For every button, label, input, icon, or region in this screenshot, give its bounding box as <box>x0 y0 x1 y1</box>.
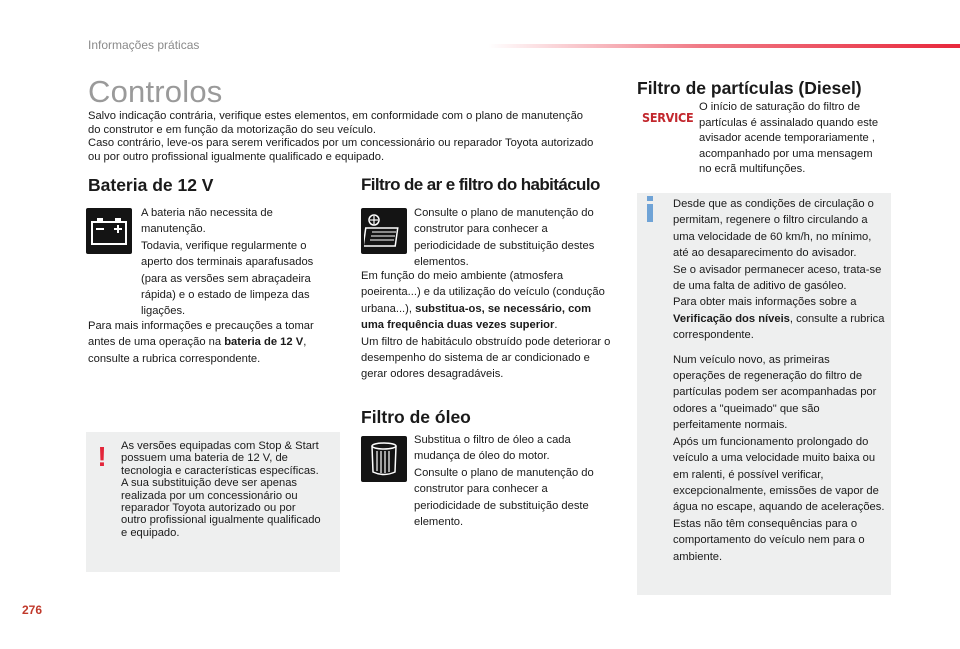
service-warning-icon: SERVICE <box>642 110 694 125</box>
particle-info-p3a: Para obter mais informações sobre a <box>673 296 857 309</box>
particle-info-p3-bold: Verificação dos níveis <box>673 312 790 325</box>
battery-more-b: , consulte a rubrica correspondente. <box>88 336 307 365</box>
particle-info-p5: Após um funcionamento prolongado do veículo a uma velocidade muito baixa ou em ralenti, é possível verificar, excepcionalmente, emissões de vapor de água no escape, aquando de acelerações. Estas não têm consequências para o comportamento do veículo nem para o ambiente. <box>673 435 885 563</box>
battery-warning-text-2: A sua substituição deve ser apenas realizada por um concessionário ou reparador Toyota autorizado ou por outro profissional igualmente qualificado e equipado. <box>121 477 321 539</box>
particle-info-p1: Desde que as condições de circulação o permitam, regenere o filtro circulando a uma velocidade de 60 km/h, no mínimo, até ao desaparecimento do avisador. <box>673 198 874 260</box>
oil-filter-text-1: Substitua o filtro de óleo a cada mudança de óleo do motor. <box>414 434 571 463</box>
particle-info-p3b: , consulte a rubrica correspondente. <box>673 312 885 342</box>
battery-text <box>141 205 333 320</box>
oil-filter-text-2: Consulte o plano de manutenção do construtor para conhecer a periodicidade de substituição deste elemento. <box>414 466 594 529</box>
battery-icon <box>86 208 132 254</box>
air-filter-text-3: Um filtro de habitáculo obstruído pode deteriorar o desempenho do sistema de ar condicionado e gerar odores desagradáveis. <box>361 335 611 381</box>
particle-info-p3 <box>673 294 885 343</box>
intro-line-1: Salvo indicação contrária, verifique estes elementos, em conformidade com o plano de manutenção do construtor e em função da motorização do seu veículo. <box>88 110 584 136</box>
battery-text-2: Todavia, verifique regularmente o aperto dos terminais aparafusados (para as versões sem abraçadeira rápida) e o estado de limpeza das ligações. <box>141 239 314 318</box>
particle-info-p4: Num veículo novo, as primeiras operações de regeneração do filtro de partículas podem ser acompanhadas por odores a "queimado" que são perfeitamente normais. <box>673 353 877 432</box>
intro-line-2: Caso contrário, leve-os para serem verificados por um concessionário ou reparador Toyota autorizado ou por outro profissional igualmente qualificado e equipado. <box>88 137 594 163</box>
section-header: Informações práticas <box>88 38 200 52</box>
battery-more-info <box>88 318 338 367</box>
info-icon <box>643 196 657 224</box>
battery-warning-text-1: As versões equipadas com Stop & Start possuem uma bateria de 12 V, de tecnologia e características específicas. <box>121 440 319 477</box>
air-filter-text-2a: Em função do meio ambiente (atmosfera poeirenta...) e da utilização do veículo (condução urbana...), <box>361 270 605 315</box>
paragraph-spacer <box>673 344 885 352</box>
particle-info-text <box>673 196 885 565</box>
air-filter-text-2b: . <box>554 319 558 332</box>
exclamation-icon: ! <box>97 441 107 472</box>
battery-more-bold: bateria de 12 V <box>224 336 304 349</box>
air-filter-text-1: Consulte o plano de manutenção do construtor para conhecer a periodicidade de substituição destes elementos. <box>414 207 595 269</box>
page-number: 276 <box>22 603 43 617</box>
air-filter-icon <box>361 208 407 254</box>
oil-filter-icon <box>361 436 407 482</box>
air-filter-text-2-bold: substitua-os, se necessário, com uma frequência duas vezes superior <box>361 302 592 332</box>
air-filter-heading: Filtro de ar e filtro do habitáculo <box>361 175 600 194</box>
air-filter-text <box>361 268 611 383</box>
air-filter-text-2 <box>361 268 611 334</box>
oil-filter-text <box>414 432 614 530</box>
battery-warning-text <box>121 440 321 539</box>
intro-text <box>88 110 598 164</box>
particle-filter-heading: Filtro de partículas (Diesel) <box>637 78 862 98</box>
battery-text-1: A bateria não necessita de manutenção. <box>141 207 273 236</box>
particle-filter-text: O início de saturação do filtro de partículas é assinalado quando este avisador acende temporariamente , acompanhado por uma mensagem no ecrã multifunções. <box>699 101 879 176</box>
particle-info-p2: Se o avisador permanecer aceso, trata-se de uma falta de aditivo de gasóleo. <box>673 263 882 293</box>
battery-heading: Bateria de 12 V <box>88 175 214 195</box>
page-title: Controlos <box>88 74 223 109</box>
header-accent-bar <box>488 44 960 48</box>
oil-filter-heading: Filtro de óleo <box>361 407 471 427</box>
battery-more-a: Para mais informações e precauções a tomar antes de uma operação na <box>88 320 314 349</box>
